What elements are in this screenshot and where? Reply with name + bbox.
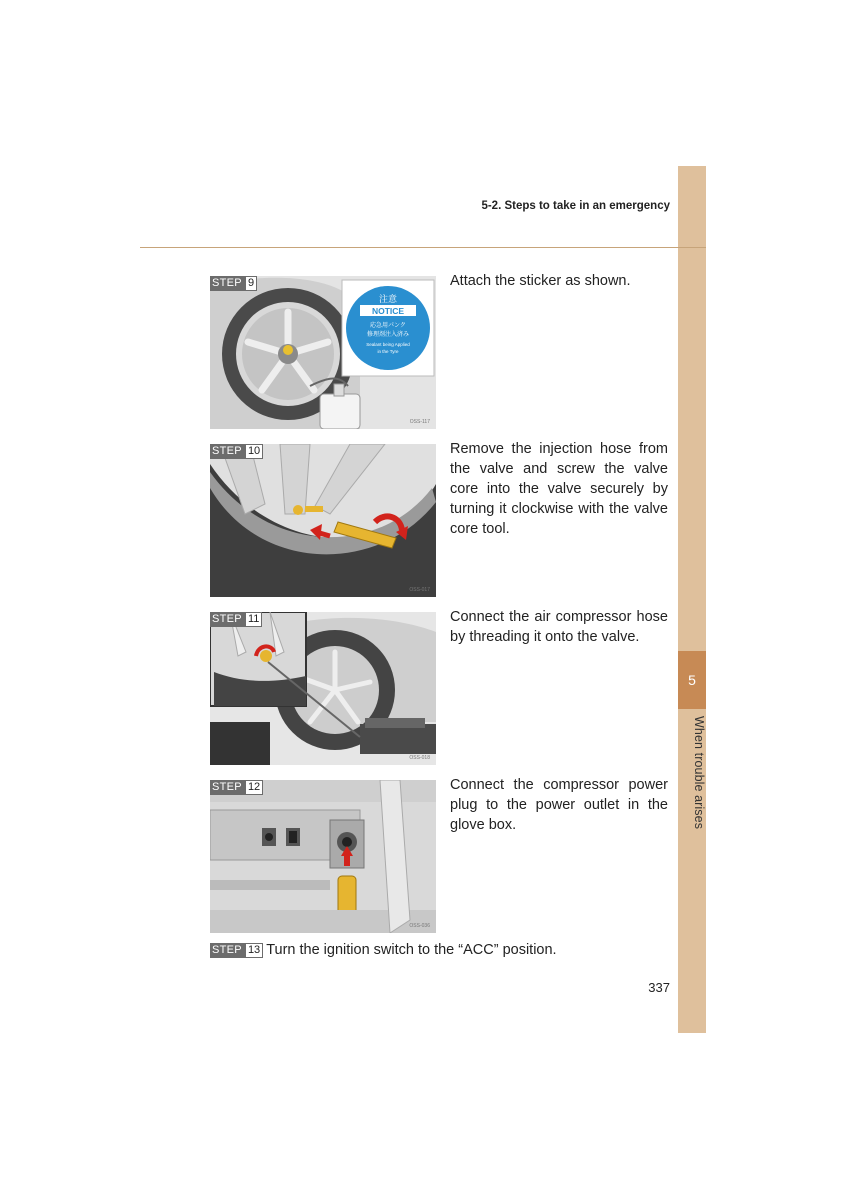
header-divider: [140, 247, 706, 248]
step-text: Connect the air compressor hose by threading it onto the valve.: [450, 609, 668, 645]
figure-code: OSS-117: [409, 419, 430, 425]
step-number: 9: [245, 276, 257, 291]
section-title: 5-2. Steps to take in an emergency: [481, 200, 670, 212]
chapter-number-box: [678, 651, 706, 709]
step-number: 10: [245, 444, 263, 459]
step-label: STEP: [210, 444, 245, 459]
step-badge: [210, 276, 257, 291]
step-badge: [210, 943, 263, 958]
step-badge: [210, 780, 263, 795]
step-number: 12: [245, 780, 263, 795]
step-label: STEP: [210, 780, 245, 795]
sticker-line-1: 応急用パンク: [370, 323, 406, 329]
chapter-side-tab: [678, 166, 706, 1033]
step-9: [210, 273, 670, 431]
chapter-title: When trouble arises: [692, 716, 706, 830]
page-number: 337: [648, 980, 670, 995]
figure-code: OSS-018: [409, 755, 430, 761]
sticker-line-2: 修理剤注入済み: [366, 332, 410, 338]
step-11: [210, 609, 670, 767]
step-label: STEP: [210, 612, 245, 627]
figure-code: OSS-036: [409, 923, 430, 929]
step-label: STEP: [210, 276, 245, 291]
step-12: [210, 777, 670, 935]
chapter-number: 5: [688, 672, 696, 688]
step-text: Turn the ignition switch to the “ACC” position.: [266, 942, 557, 958]
step-11-illustration: [210, 612, 436, 765]
step-10: [210, 441, 670, 599]
sticker-line-4: in the Tyre: [377, 349, 399, 354]
step-number: 13: [245, 943, 263, 958]
step-13: [210, 942, 557, 958]
step-text: Connect the compressor power plug to the power outlet in the glove box.: [450, 777, 668, 833]
sticker-heading: NOTICE: [371, 306, 405, 316]
step-12-illustration: [210, 780, 436, 933]
sticker-line-3: Sealant being Applied: [366, 342, 410, 347]
step-text: Attach the sticker as shown.: [450, 273, 631, 289]
step-10-illustration: [210, 444, 436, 597]
step-number: 11: [245, 612, 262, 627]
step-badge: [210, 612, 262, 627]
step-badge: [210, 444, 263, 459]
sticker-top-text: 注意: [378, 294, 398, 304]
step-9-illustration: [210, 276, 436, 429]
step-label: STEP: [210, 943, 245, 958]
step-text: Remove the injection hose from the valve and screw the valve core into the valve securely by turning it clockwise with the valve core tool.: [450, 441, 668, 537]
figure-code: OSS-017: [409, 587, 430, 593]
